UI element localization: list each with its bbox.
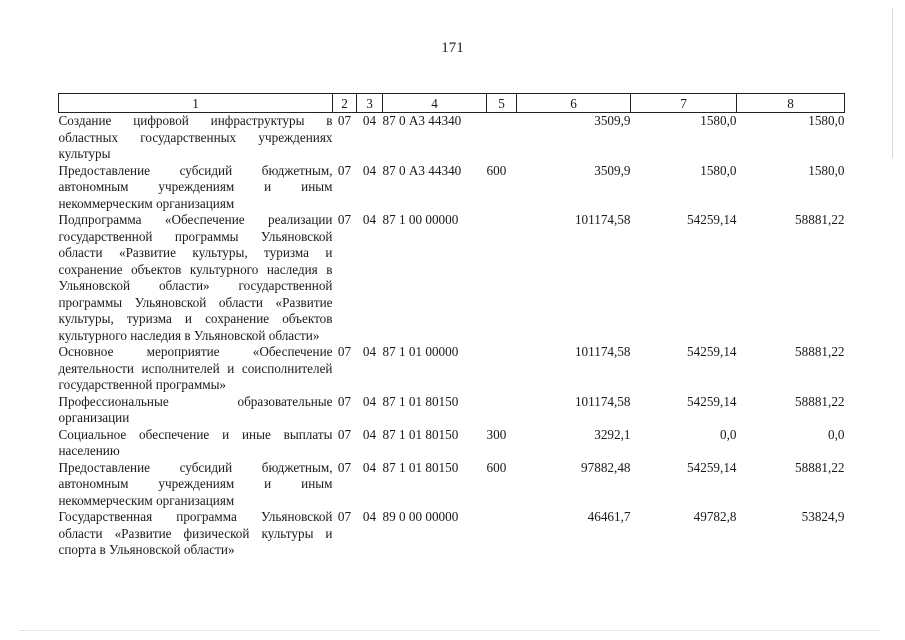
section-code: 07	[337, 344, 352, 359]
section-code: 07	[337, 426, 352, 442]
section-code: 07	[337, 393, 352, 409]
expense-type-code	[487, 394, 517, 427]
expense-type-code	[487, 113, 517, 163]
subsection-code: 04	[362, 393, 377, 409]
amount-col7: 54259,14	[687, 459, 737, 475]
header-cell-1: 1	[59, 94, 333, 113]
subsection-code: 04	[362, 509, 377, 524]
subsection-code: 04	[362, 459, 377, 475]
table-row	[59, 509, 845, 559]
expense-type-code: 300	[486, 426, 507, 442]
row-name: Основное мероприятие «Обеспечение деятельности исполнителей и соисполнителей государственной программы»	[58, 344, 333, 392]
header-cell-5: 5	[487, 94, 517, 113]
section-code: 07	[337, 459, 352, 475]
table-row	[59, 460, 845, 510]
row-name: Подпрограмма «Обеспечение реализации государственной программы Ульяновской области «Развитие культуры, туризма и сохранение объектов культурного наследия в Ульяновской области» государственной программы Ульяновской области «Развитие культуры, туризма и сохранение объектов культурного наследия в Ульяновской области»	[58, 212, 333, 343]
scan-edge-line	[892, 8, 893, 158]
budget-table	[58, 93, 845, 559]
section-code: 07	[337, 509, 352, 524]
amount-col8: 0,0	[828, 426, 845, 442]
row-name: Социальное обеспечение и иные выплаты населению	[58, 426, 333, 458]
amount-col6: 3509,9	[594, 113, 631, 128]
amount-col7: 54259,14	[687, 393, 737, 409]
row-name: Создание цифровой инфраструктуры в областных государственных учреждениях культуры	[58, 113, 333, 161]
amount-col6: 101174,58	[574, 393, 631, 409]
target-article-code: 87 1 01 80150	[382, 426, 459, 442]
amount-col8: 1580,0	[808, 162, 845, 178]
amount-col8: 58881,22	[795, 393, 845, 409]
amount-col7: 49782,8	[693, 509, 737, 524]
amount-col7: 0,0	[720, 426, 737, 442]
row-name: Предоставление субсидий бюджетным, автономным учреждениям и иным некоммерческим организациям	[58, 459, 333, 508]
table-row	[59, 163, 845, 213]
target-article-code: 87 1 01 00000	[382, 344, 459, 359]
header-row	[59, 94, 845, 113]
section-code: 07	[337, 113, 352, 128]
header-cell-2: 2	[333, 94, 357, 113]
amount-col6: 101174,58	[574, 212, 631, 227]
expense-type-code: 600	[486, 459, 507, 475]
amount-col7: 1580,0	[700, 162, 737, 178]
row-name: Государственная программа Ульяновской области «Развитие физической культуры и спорта в Ульяновской области»	[58, 509, 333, 557]
amount-col6: 3292,1	[594, 426, 631, 442]
target-article-code: 87 1 01 80150	[382, 393, 459, 409]
section-code: 07	[337, 162, 352, 178]
subsection-code: 04	[362, 344, 377, 359]
table-row	[59, 344, 845, 394]
target-article-code: 89 0 00 00000	[382, 509, 459, 524]
amount-col7: 54259,14	[687, 344, 737, 359]
amount-col8: 58881,22	[795, 459, 845, 475]
amount-col6: 101174,58	[574, 344, 631, 359]
subsection-code: 04	[362, 212, 377, 227]
amount-col8: 53824,9	[801, 509, 845, 524]
amount-col8: 58881,22	[795, 212, 845, 227]
target-article-code: 87 0 А3 44340	[382, 113, 462, 128]
expense-type-code: 600	[486, 162, 507, 178]
subsection-code: 04	[362, 113, 377, 128]
amount-col6: 97882,48	[581, 459, 631, 475]
page-number: 171	[441, 40, 464, 56]
table-row	[59, 394, 845, 427]
table-row	[59, 427, 845, 460]
amount-col7: 54259,14	[687, 212, 737, 227]
table-row	[59, 212, 845, 344]
row-name: Профессиональные образовательные организации	[58, 393, 333, 425]
amount-col6: 3509,9	[594, 162, 631, 178]
row-name: Предоставление субсидий бюджетным, автономным учреждениям и иным некоммерческим организациям	[58, 162, 333, 211]
expense-type-code	[487, 212, 517, 344]
amount-col6: 46461,7	[587, 509, 631, 524]
header-cell-3: 3	[357, 94, 383, 113]
header-cell-8: 8	[737, 94, 845, 113]
target-article-code: 87 1 01 80150	[382, 459, 459, 475]
subsection-code: 04	[362, 426, 377, 442]
amount-col7: 1580,0	[700, 113, 737, 128]
expense-type-code	[487, 509, 517, 559]
subsection-code: 04	[362, 162, 377, 178]
scan-artifact-line	[20, 630, 880, 632]
table-row	[59, 113, 845, 163]
expense-type-code	[487, 344, 517, 394]
header-cell-7: 7	[631, 94, 737, 113]
header-cell-4: 4	[383, 94, 487, 113]
amount-col8: 58881,22	[795, 344, 845, 359]
section-code: 07	[337, 212, 352, 227]
header-cell-6: 6	[517, 94, 631, 113]
amount-col8: 1580,0	[808, 113, 845, 128]
target-article-code: 87 1 00 00000	[382, 212, 459, 227]
target-article-code: 87 0 А3 44340	[382, 162, 462, 178]
